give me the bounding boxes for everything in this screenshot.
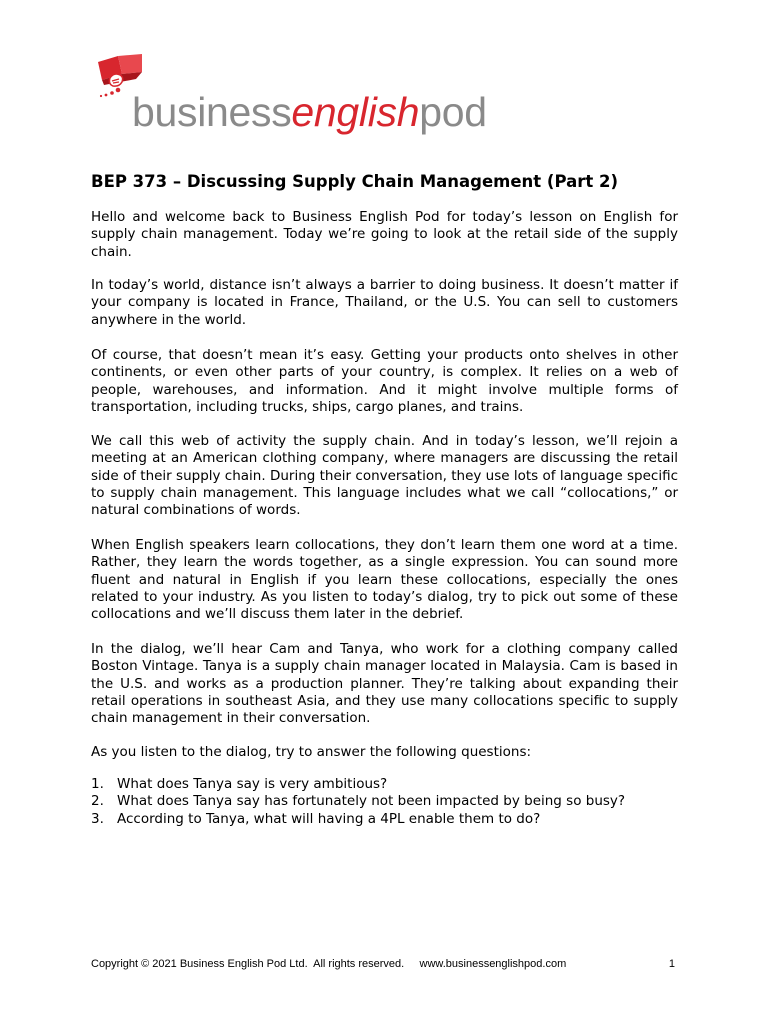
- question-number: 1.: [91, 776, 104, 792]
- page-title: BEP 373 – Discussing Supply Chain Management (Part 2): [91, 172, 619, 191]
- list-item: [91, 811, 691, 828]
- question-list: [91, 776, 691, 828]
- logo: [92, 52, 492, 142]
- complexity-paragraph: Of course, that doesn’t mean it’s easy. Getting your products onto shelves in other continents, or even other parts of your country, is complex. It relies on a web of people, warehouses, and information. And it might involve multiple forms of transportation, including trucks, ships, cargo planes, and trains.: [91, 347, 678, 415]
- question-text: What does Tanya say has fortunately not been impacted by being so busy?: [117, 793, 626, 810]
- wordmark: businessenglishpod: [132, 89, 487, 135]
- collocations-paragraph: When English speakers learn collocations, they don’t learn them one word at a time. Rather, they learn the words together, as a single expression. You can sound more fluent and natural in English if you learn these collocations, especially the ones related to your industry. As you listen to today’s dialog, try to pick out some of these collocations and we’ll discuss them later in the debrief.: [91, 537, 678, 623]
- list-item: [91, 776, 691, 793]
- questions-intro: As you listen to the dialog, try to answer the following questions:: [91, 744, 532, 760]
- footer: [91, 956, 675, 972]
- question-text: What does Tanya say is very ambitious?: [117, 776, 388, 792]
- page-number: 1: [668, 958, 675, 970]
- question-text: According to Tanya, what will having a 4PL enable them to do?: [117, 810, 541, 827]
- question-number: 2.: [91, 793, 104, 810]
- dialog-paragraph: In the dialog, we’ll hear Cam and Tanya, who work for a clothing company called Boston Vintage. Tanya is a supply chain manager located in Malaysia. Cam is based in the U.S. and works as a production planner. They’re talking about expanding their retail operations in southeast Asia, and they use many collocations specific to supply chain management in their conversation.: [91, 641, 678, 727]
- list-item: [91, 793, 691, 810]
- intro-paragraph: Hello and welcome back to Business English Pod for today’s lesson on English for supply chain management. Today we’re going to look at the retail side of the supply chain.: [91, 209, 678, 260]
- copyright-text: Copyright © 2021 Business English Pod Ltd. All rights reserved. www.businessenglishpod.com: [91, 958, 567, 970]
- distance-paragraph: In today’s world, distance isn’t always a barrier to doing business. It doesn’t matter if your company is located in France, Thailand, or the U.S. You can sell to customers anywhere in the world.: [91, 277, 678, 328]
- supply-chain-paragraph: We call this web of activity the supply chain. And in today’s lesson, we’ll rejoin a meeting at an American clothing company, where managers are discussing the retail side of their supply chain. During their conversation, they use lots of language specific to supply chain management. This language includes what we call “collocations,” or natural combinations of words.: [91, 433, 678, 519]
- question-number: 3.: [91, 810, 104, 827]
